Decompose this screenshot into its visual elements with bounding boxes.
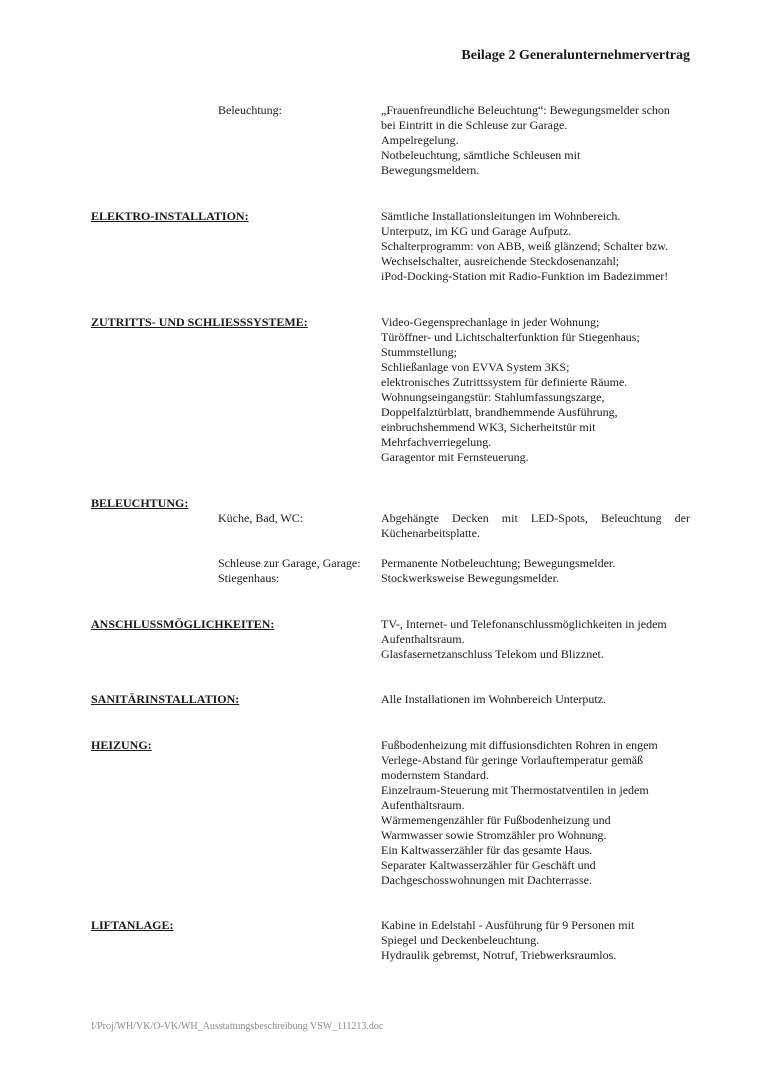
beleuchtung-item-text: Stockwerksweise Bewegungsmelder. xyxy=(381,571,559,585)
text-line: Doppelfalztürblatt, brandhemmende Ausführung, xyxy=(381,405,618,419)
text-line: Dachgeschosswohnungen mit Dachterrasse. xyxy=(381,873,592,887)
text-line: TV-, Internet- und Telefonanschlussmöglichkeiten in jedem xyxy=(381,617,667,631)
section-text xyxy=(381,918,690,963)
text-line: Spiegel und Deckenbeleuchtung. xyxy=(381,933,540,947)
intro-sublabel: Beleuchtung: xyxy=(218,103,282,117)
text-line: Glasfasernetzanschluss Telekom und Blizznet. xyxy=(381,647,604,661)
text-line: Bewegungsmeldern. xyxy=(381,163,480,177)
beleuchtung-item-label: Schleuse zur Garage, Garage: xyxy=(218,556,361,570)
text-line: Wohnungseingangstür: Stahlumfassungszarge, xyxy=(381,390,605,404)
text-line: Fußbodenheizung mit diffusionsdichten Rohren in engem xyxy=(381,738,658,752)
text-line: Garagentor mit Fernsteuerung. xyxy=(381,450,529,464)
text-line: Ampelregelung. xyxy=(381,133,459,147)
footer-file-path: I/Proj/WH/VK/O-VK/WH_Ausstattungsbeschreibung VSW_111213.doc xyxy=(91,1021,384,1032)
text-line: Wechselschalter, ausreichende Steckdosenanzahl; xyxy=(381,254,620,268)
text-line: Warmwasser sowie Stromzähler pro Wohnung. xyxy=(381,828,607,842)
section-heading: ELEKTRO-INSTALLATION: xyxy=(91,209,249,223)
section-text xyxy=(381,692,690,707)
text-line: Hydraulik gebremst, Notruf, Triebwerksraumlos. xyxy=(381,948,617,962)
text-line: Kabine in Edelstahl - Ausführung für 9 Personen mit xyxy=(381,918,635,932)
text-line: Alle Installationen im Wohnbereich Unterputz. xyxy=(381,692,607,706)
text-line: Aufenthaltsraum. xyxy=(381,798,465,812)
text-line: Aufenthaltsraum. xyxy=(381,632,465,646)
beleuchtung-item-label: Küche, Bad, WC: xyxy=(218,511,304,525)
section-heading: BELEUCHTUNG: xyxy=(91,496,189,510)
text-line: iPod-Docking-Station mit Radio-Funktion im Badezimmer! xyxy=(381,269,669,283)
section-heading: HEIZUNG: xyxy=(91,738,152,752)
text-line: Schließanlage von EVVA System 3KS; xyxy=(381,360,570,374)
beleuchtung-item-text: Abgehängte Decken mit LED-Spots, Beleuchtung der Küchenarbeitsplatte. xyxy=(381,511,690,540)
text-line: elektronisches Zutrittssystem für definierte Räume. xyxy=(381,375,628,389)
text-line: Notbeleuchtung, sämtliche Schleusen mit xyxy=(381,148,581,162)
text-line: Stummstellung; xyxy=(381,345,458,359)
section-heading: ZUTRITTS- UND SCHLIESSSYSTEME: xyxy=(91,315,308,329)
text-line: Verlege-Abstand für geringe Vorlauftemperatur gemäß xyxy=(381,753,644,767)
document-header-title: Beilage 2 Generalunternehmervertrag xyxy=(461,48,690,63)
beleuchtung-item-label: Stiegenhaus: xyxy=(218,571,280,585)
text-line: Sämtliche Installationsleitungen im Wohnbereich. xyxy=(381,209,621,223)
text-line: Einzelraum-Steuerung mit Thermostatventilen in jedem xyxy=(381,783,649,797)
beleuchtung-item-text: Permanente Notbeleuchtung; Bewegungsmelder. xyxy=(381,556,616,570)
text-line: Video-Gegensprechanlage in jeder Wohnung; xyxy=(381,315,600,329)
section-text xyxy=(381,617,690,662)
text-line: Ein Kaltwasserzähler für das gesamte Haus. xyxy=(381,843,593,857)
text-line: „Frauenfreundliche Beleuchtung“: Bewegungsmelder schon xyxy=(381,103,670,117)
text-line: Wärmemengenzähler für Fußbodenheizung und xyxy=(381,813,611,827)
section-heading: SANITÄRINSTALLATION: xyxy=(91,692,240,706)
section-heading: LIFTANLAGE: xyxy=(91,918,174,932)
section-heading: ANSCHLUSSMÖGLICHKEITEN: xyxy=(91,617,275,631)
text-line: Separater Kaltwasserzähler für Geschäft und xyxy=(381,858,596,872)
text-line: Türöffner- und Lichtschalterfunktion für Stiegenhaus; xyxy=(381,330,640,344)
text-line: Mehrfachverriegelung. xyxy=(381,435,492,449)
text-line: Schalterprogramm: von ABB, weiß glänzend; Schalter bzw. xyxy=(381,239,669,253)
text-line: modernstem Standard. xyxy=(381,768,489,782)
text-line: Unterputz, im KG und Garage Aufputz. xyxy=(381,224,572,238)
section-text xyxy=(381,315,690,465)
text-line: bei Eintritt in die Schleuse zur Garage. xyxy=(381,118,568,132)
intro-text xyxy=(381,103,690,178)
text-line: einbruchshemmend WK3, Sicherheitstür mit xyxy=(381,420,596,434)
section-text xyxy=(381,738,690,888)
section-text xyxy=(381,209,690,284)
